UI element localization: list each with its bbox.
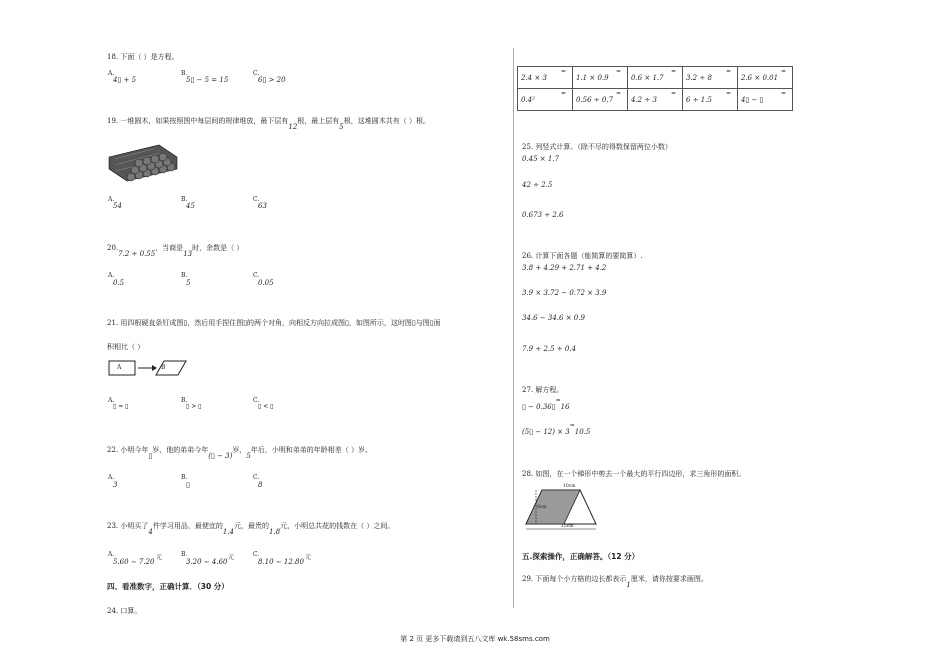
table-cell: 4.2 ÷ 3 = bbox=[628, 89, 683, 111]
q20-option-a-label: A. bbox=[108, 272, 115, 279]
q20-stem-n: 13 bbox=[183, 250, 193, 258]
q18-option-b: 5▯ − 5 = 15 bbox=[186, 76, 229, 84]
q19-stem-part-b: 根，最上层有 bbox=[297, 117, 340, 125]
q28-stem: 28. 如图，在一个梯形中剪去一个最大的平行四边形，求三角形的面积。 bbox=[522, 470, 746, 478]
q19-stem-n2: 5 bbox=[339, 123, 344, 131]
table-cell: 1.1 × 0.9 = bbox=[573, 67, 628, 89]
q24-stem: 24. 口算。 bbox=[107, 607, 142, 615]
q21-option-c: ▯ < ▯ bbox=[258, 403, 274, 410]
q21-stem-line1: 21. 用四根硬直条钉成图▯，然后用手捏住图▯的两个对角，向相反方向拉成图▯，如图所示，这时图▯与图▯面 bbox=[107, 319, 441, 327]
q22-option-b: ▯ bbox=[186, 481, 190, 489]
q23-stem-n2: 1.4 bbox=[222, 528, 234, 536]
q21-option-c-label: C. bbox=[253, 397, 260, 404]
q20-option-c: 0.05 bbox=[258, 279, 274, 287]
q27-eq1-right: 16 bbox=[560, 403, 570, 411]
q20-option-a: 0.5 bbox=[113, 279, 125, 287]
q26-stem: 26. 计算下面各题（能简算的要简算）. bbox=[522, 252, 643, 260]
q22-option-c-label: C. bbox=[253, 474, 260, 481]
q20-stem bbox=[107, 243, 244, 258]
q29-stem-part-a: 29. 下面每个小方格的边长都表示 bbox=[522, 575, 627, 583]
q23-stem bbox=[107, 521, 395, 536]
q22-stem-v1: ▯ bbox=[148, 452, 153, 460]
section-5-heading: 五.探索操作，正确解答。（12 分） bbox=[522, 552, 640, 561]
q20-stem-part-a: 20. bbox=[107, 244, 119, 252]
q23-stem-part-a: 23. 小明买了 bbox=[107, 522, 149, 530]
q19-option-a: 54 bbox=[113, 202, 122, 210]
q26-item-2: 3.9 × 3.72 − 0.72 × 3.9 bbox=[522, 289, 607, 297]
table-row bbox=[518, 89, 793, 111]
q27-equation-1 bbox=[522, 397, 570, 411]
column-divider bbox=[513, 48, 514, 608]
q18-option-c-label: C. bbox=[253, 70, 260, 77]
q23-stem-part-d: 元，小明总共花的钱数在（ ）之间。 bbox=[280, 522, 395, 530]
q19-option-c-label: C. bbox=[253, 196, 260, 203]
q21-option-b-label: B. bbox=[181, 397, 188, 404]
q27-eq2-equals: = bbox=[569, 422, 575, 429]
q20-stem-part-c: 时，余数是（ ） bbox=[192, 244, 244, 252]
q22-stem-n: 5 bbox=[246, 452, 251, 460]
q23-option-b: 3.20 ∼ 4.60 bbox=[186, 558, 228, 566]
trapezoid-height-label: 6cm bbox=[537, 505, 547, 510]
q29-stem bbox=[522, 574, 708, 589]
q18-option-a: 4▯ + 5 bbox=[113, 76, 137, 84]
q19-option-a-label: A. bbox=[108, 196, 115, 203]
q20-stem-part-b: ，当商是 bbox=[155, 244, 184, 252]
q22-stem-part-d: 年后，小明和弟弟的年龄相差（ ）岁。 bbox=[250, 446, 373, 454]
q23-option-c-label: C. bbox=[253, 551, 260, 558]
q23-stem-n3: 1.8 bbox=[268, 528, 281, 536]
q19-stem-n1: 12 bbox=[288, 123, 298, 131]
q23-option-c-unit: 元 bbox=[305, 554, 312, 561]
q23-option-b-unit: 元 bbox=[228, 554, 235, 561]
table-cell: 2.6 × 0.01 = bbox=[738, 67, 793, 89]
q20-option-b: 5 bbox=[186, 279, 191, 287]
log-pile-image bbox=[107, 137, 179, 183]
q20-option-b-label: B. bbox=[181, 272, 188, 279]
q19-option-b: 45 bbox=[186, 202, 195, 210]
q27-eq2-right: 10.5 bbox=[574, 428, 591, 436]
q23-stem-part-c: 元，最贵的 bbox=[233, 522, 269, 530]
q27-eq1-left: ▯ − 0.36▯ bbox=[522, 403, 556, 411]
q25-item-3: 0.673 ÷ 2.6 bbox=[522, 211, 564, 219]
q25-stem: 25. 列竖式计算。（除不尽的得数保留两位小数） bbox=[522, 143, 672, 151]
table-cell: 2.4 × 3 = bbox=[518, 67, 573, 89]
q22-stem bbox=[107, 445, 373, 460]
q22-option-b-label: B. bbox=[181, 474, 188, 481]
q21-stem-line2: 积相比（ ） bbox=[107, 343, 145, 351]
q22-option-a: 3 bbox=[113, 481, 118, 489]
mental-math-table bbox=[517, 66, 793, 111]
q19-stem bbox=[107, 116, 430, 131]
q22-stem-part-c: 岁， bbox=[232, 446, 247, 454]
q26-item-3: 34.6 − 34.6 × 0.9 bbox=[522, 314, 585, 322]
q22-stem-v2: (▯ − 3) bbox=[208, 452, 233, 460]
q25-item-2: 42 ÷ 2.5 bbox=[522, 181, 553, 189]
q18-option-c: 6▯ > 20 bbox=[258, 76, 286, 84]
table-cell: 0.56 ÷ 0.7 = bbox=[573, 89, 628, 111]
q27-equation-2 bbox=[522, 422, 591, 436]
q19-option-c: 63 bbox=[258, 202, 267, 210]
diagram-label-b: B bbox=[161, 364, 166, 371]
table-cell: 4▯ − ▯ = bbox=[738, 89, 793, 111]
q26-item-1: 3.8 + 4.29 + 2.71 + 4.2 bbox=[522, 264, 607, 272]
page-footer: 第 2 页 更多下载请到五八文库 wk.58sms.com bbox=[400, 635, 550, 643]
q18-option-a-label: A. bbox=[108, 70, 115, 77]
q18-stem: 18. 下面（ ）是方程。 bbox=[107, 53, 179, 61]
table-cell: 0.4² = bbox=[518, 89, 573, 111]
q29-stem-part-b: 厘米，请你按要求画图。 bbox=[630, 575, 708, 583]
q27-eq2-left: (5▯ − 12) × 3 bbox=[522, 428, 570, 436]
table-row bbox=[518, 67, 793, 89]
table-cell: 3.2 ÷ 8 = bbox=[683, 67, 738, 89]
q23-option-b-label: B. bbox=[181, 551, 188, 558]
q23-option-a: 5.60 ∼ 7.20 bbox=[113, 558, 155, 566]
q20-option-c-label: C. bbox=[253, 272, 260, 279]
q22-stem-part-b: 岁，他的弟弟今年 bbox=[152, 446, 209, 454]
trapezoid-bottom-label: 15cm bbox=[561, 524, 574, 529]
q21-option-b: ▯ > ▯ bbox=[186, 403, 202, 410]
diagram-label-a: A bbox=[117, 364, 122, 371]
q23-stem-part-b: 件学习用品，最便宜的 bbox=[152, 522, 223, 530]
table-cell: 0.6 × 1.7 = bbox=[628, 67, 683, 89]
q19-stem-part-a: 19. 一堆圆木，如果按照图中每层间的规律堆放，最下层有 bbox=[107, 117, 289, 125]
q23-option-a-unit: 元 bbox=[156, 554, 163, 561]
section-4-heading: 四、看准数字，正确计算．（30 分） bbox=[107, 582, 229, 591]
q23-stem-n1: 4 bbox=[148, 528, 153, 536]
q25-item-1: 0.45 × 1.7 bbox=[522, 155, 560, 163]
q21-option-a: ▯ = ▯ bbox=[113, 403, 129, 410]
q18-option-b-label: B. bbox=[181, 70, 188, 77]
q19-stem-part-c: 根，这堆圆木共有（ ）根。 bbox=[343, 117, 430, 125]
q29-stem-n: 1 bbox=[626, 581, 631, 589]
q26-item-4: 7.9 ÷ 2.5 ÷ 0.4 bbox=[522, 345, 577, 353]
trapezoid-top-label: 10cm bbox=[563, 484, 576, 489]
q23-option-c: 8.10 ∼ 12.80 bbox=[258, 558, 304, 566]
q20-stem-expr: 7.2 ÷ 0.55 bbox=[118, 250, 156, 258]
q22-option-a-label: A. bbox=[108, 474, 115, 481]
q22-option-c: 8 bbox=[258, 481, 263, 489]
table-cell: 6 ÷ 1.5 = bbox=[683, 89, 738, 111]
q19-option-b-label: B. bbox=[181, 196, 188, 203]
q21-option-a-label: A. bbox=[108, 397, 115, 404]
q27-stem: 27. 解方程。 bbox=[522, 386, 564, 394]
q23-option-a-label: A. bbox=[108, 551, 115, 558]
q27-eq1-equals: = bbox=[555, 397, 561, 404]
q22-stem-part-a: 22. 小明今年 bbox=[107, 446, 149, 454]
